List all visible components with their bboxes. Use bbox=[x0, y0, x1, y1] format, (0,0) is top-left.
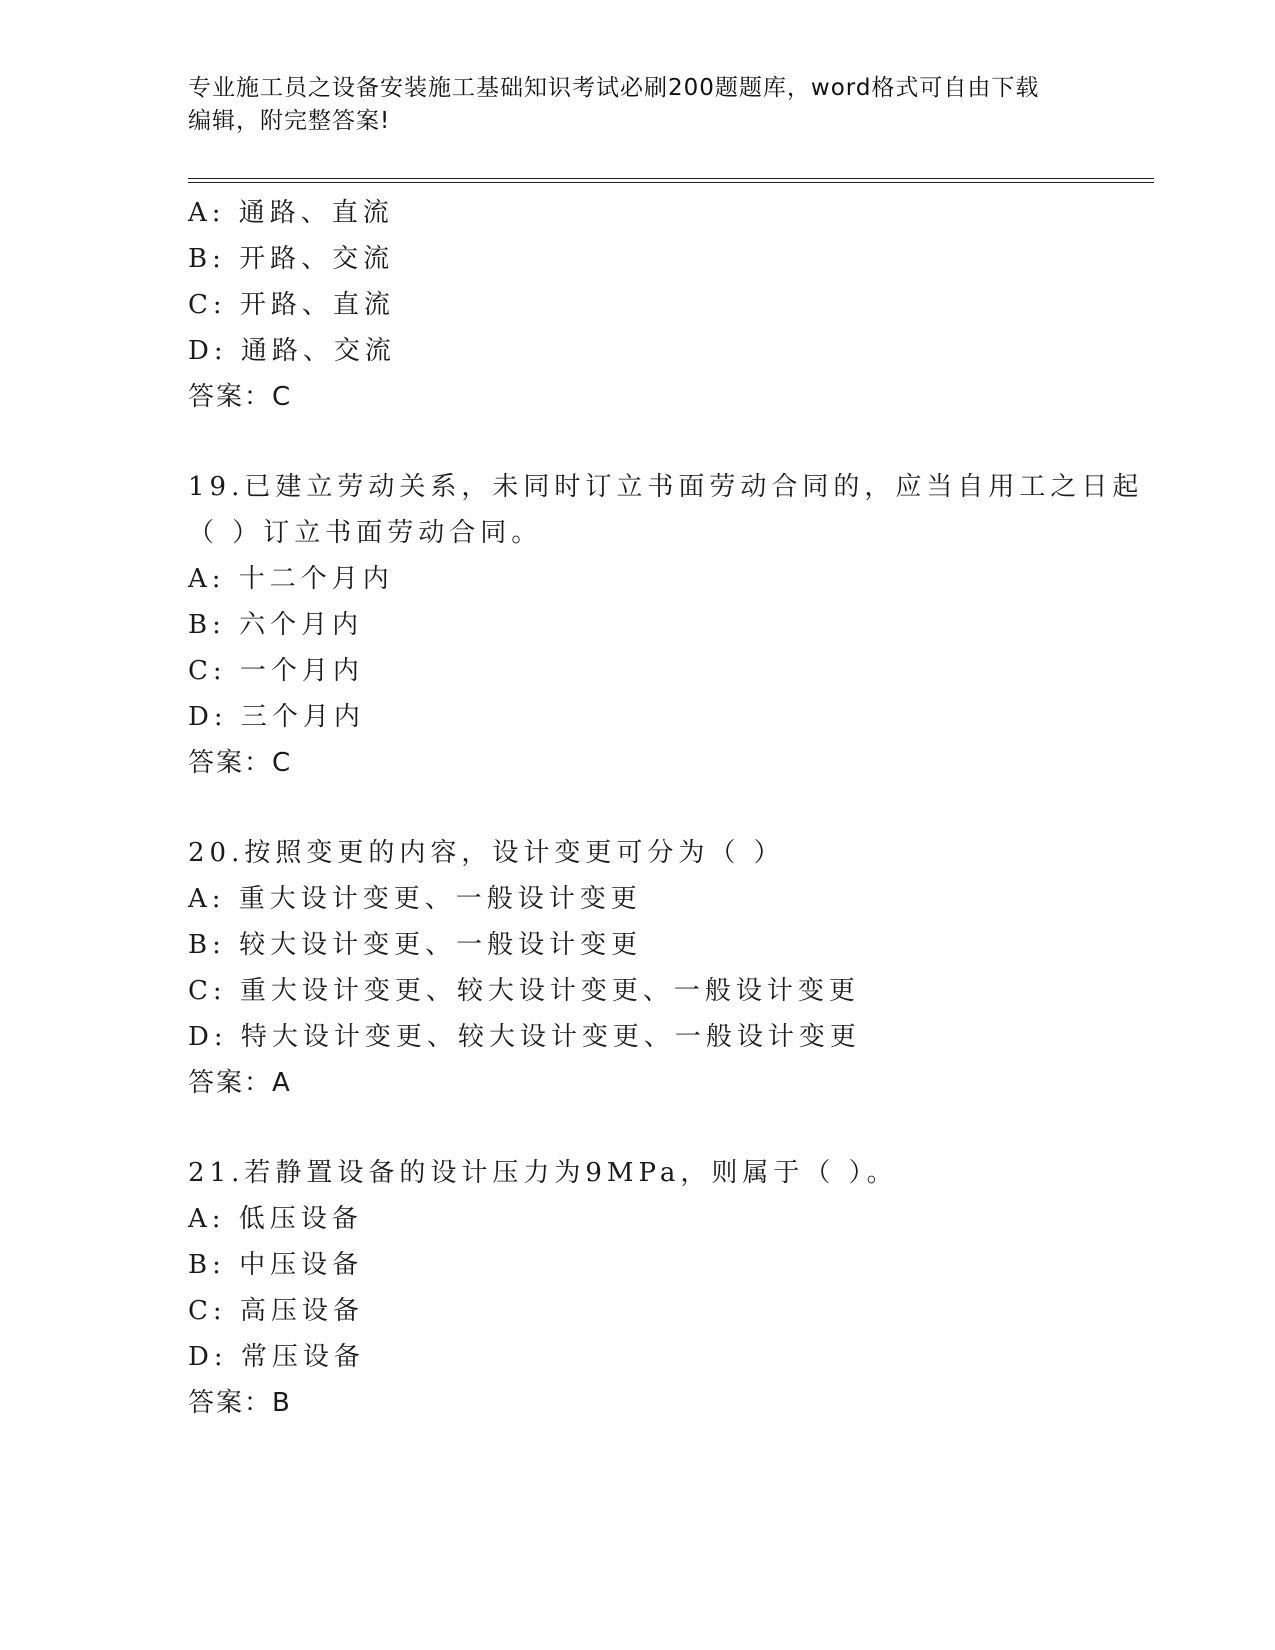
header-title-line-2: 编辑，附完整答案! bbox=[188, 108, 391, 134]
document-header bbox=[188, 72, 1088, 138]
answer-line: 答案：A bbox=[188, 1068, 292, 1098]
option-c: C: 重大设计变更、较大设计变更、一般设计变更 bbox=[188, 976, 860, 1006]
option-d: D: 特大设计变更、较大设计变更、一般设计变更 bbox=[188, 1022, 861, 1052]
option-b: B: 开路、交流 bbox=[188, 244, 395, 274]
header-divider bbox=[188, 178, 1154, 183]
option-a: A: 十二个月内 bbox=[188, 564, 394, 594]
question-stem-line-1: 20.按照变更的内容，设计变更可分为（ ） bbox=[188, 838, 785, 868]
question-21 bbox=[188, 1150, 1148, 1426]
answer-line: 答案：C bbox=[188, 382, 293, 412]
question-19 bbox=[188, 464, 1148, 786]
option-c: C: 一个月内 bbox=[188, 656, 364, 686]
option-b: B: 较大设计变更、一般设计变更 bbox=[188, 930, 643, 960]
answer-line: 答案：B bbox=[188, 1388, 292, 1418]
option-d: D: 通路、交流 bbox=[188, 336, 396, 366]
option-a: A: 通路、直流 bbox=[188, 198, 394, 228]
option-c: C: 开路、直流 bbox=[188, 290, 395, 320]
option-b: B: 中压设备 bbox=[188, 1250, 364, 1280]
option-d: D: 三个月内 bbox=[188, 702, 365, 732]
question-18-continued bbox=[188, 190, 1148, 420]
answer-line: 答案：C bbox=[188, 748, 293, 778]
header-title-line-1: 专业施工员之设备安装施工基础知识考试必刷200题题库，word格式可自由下载 bbox=[188, 75, 1040, 101]
question-stem-line-1: 21.若静置设备的设计压力为9MPa，则属于（ ）。 bbox=[188, 1158, 898, 1188]
question-list bbox=[188, 190, 1148, 1470]
option-a: A: 重大设计变更、一般设计变更 bbox=[188, 884, 642, 914]
option-c: C: 高压设备 bbox=[188, 1296, 364, 1326]
option-a: A: 低压设备 bbox=[188, 1204, 363, 1234]
option-d: D: 常压设备 bbox=[188, 1342, 365, 1372]
question-stem-line-2: （ ）订立书面劳动合同。 bbox=[188, 518, 543, 548]
option-b: B: 六个月内 bbox=[188, 610, 364, 640]
question-20 bbox=[188, 830, 1148, 1106]
question-stem-line-1: 19.已建立劳动关系，未同时订立书面劳动合同的，应当自用工之日起 bbox=[188, 472, 1144, 502]
